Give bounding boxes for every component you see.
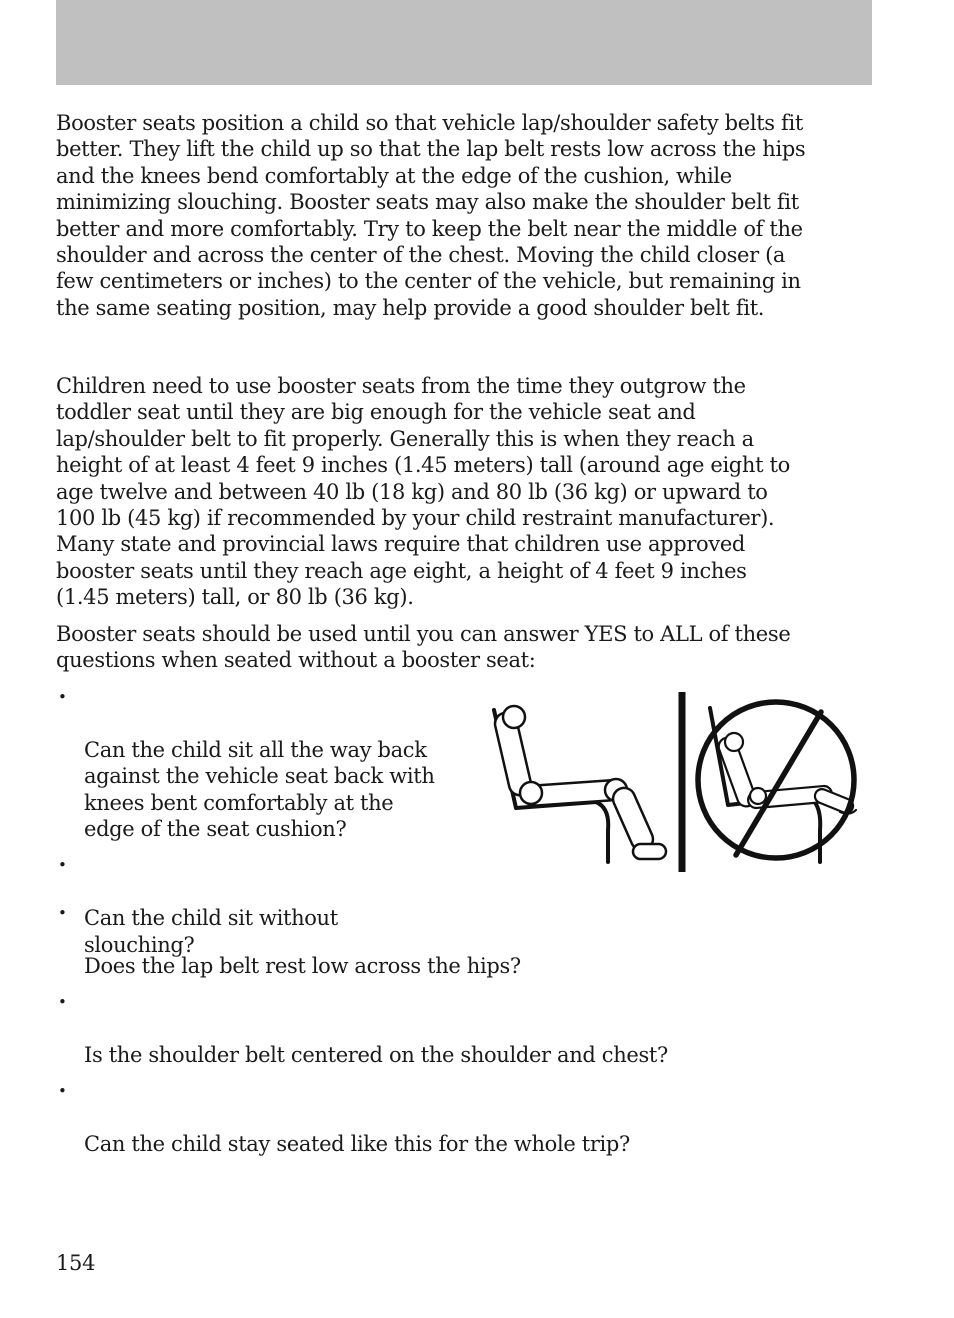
bullet-icon: • [58,904,67,922]
prohibited-slouching-child-icon [698,702,856,862]
list-item [56,989,876,1068]
list-item-text: Does the lap belt rest low across the hips? [84,953,521,978]
list-item-text: Is the shoulder belt centered on the shoulder and chest? [84,1043,668,1068]
bullet-icon: • [58,993,67,1012]
bullet-icon: • [58,856,67,875]
list-item [56,684,476,842]
paragraph-booster-fit: Booster seats position a child so that vehicle lap/shoulder safety belts fit better. They lift the child up so that the lap belt rests low across the hips and the knees bend comfortably at the edge of the cushion, while minimizing slouching. Booster seats may also make the shoulder belt fit better and more comfortably. Try to keep the belt near the middle of the shoulder and across the center of the chest. Moving the child closer (a few centimeters or inches) to the center of the vehicle, but remaining in the same seating position, may help provide a good shoulder belt fit. [56,111,806,320]
list-item-text: Can the child sit all the way back against the vehicle seat back with knees bent comfortably at the edge of the seat cushion? [84,737,435,842]
paragraph-checklist-intro: Booster seats should be used until you can answer YES to ALL of these questions when seated without a booster seat: [56,622,791,673]
bullet-icon: • [58,1082,67,1101]
page-number: 154 [56,1251,96,1275]
header-bar [56,0,872,85]
seated-child-correct-icon [493,706,666,862]
list-item-text: Can the child sit without slouching? [84,906,338,957]
paragraph-booster-age: Children need to use booster seats from the time they outgrow the toddler seat until they are big enough for the vehicle seat and lap/shoulder belt to fit properly. Generally this is when they reach a height of at least 4 feet 9 inches (1.45 meters) tall (around age eight to age twelve and between 40 lb (18 kg) and 80 lb (36 kg) or upward to 100 lb (45 kg) if recommended by your child restraint manufacturer). Many state and provincial laws require that children use approved booster seats until they reach age eight, a height of 4 feet 9 inches (1.45 meters) tall, or 80 lb (36 kg). [56,374,790,610]
list-item [56,1078,876,1157]
bullet-icon: • [58,688,67,706]
list-item-text: Can the child stay seated like this for the whole trip? [84,1132,630,1157]
checklist-bottom [56,900,876,1158]
seating-posture-figure [488,690,868,875]
list-item [56,900,876,979]
